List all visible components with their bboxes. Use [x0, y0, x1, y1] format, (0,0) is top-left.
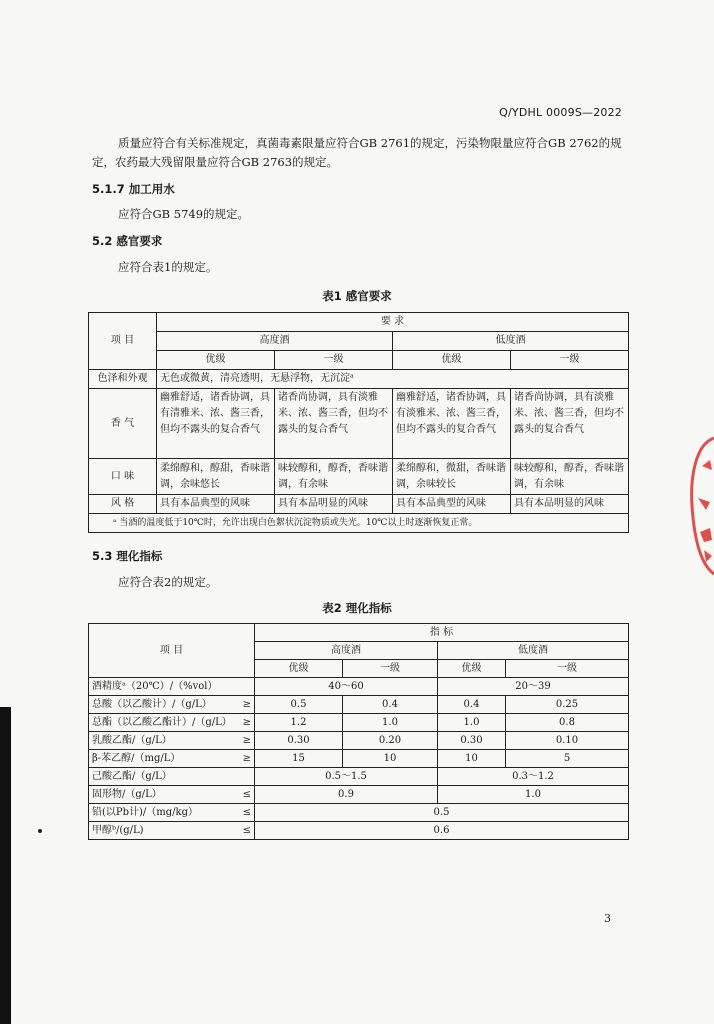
- t1-cell: 味较醇和，醇香，香味谐调，有余味: [511, 459, 629, 495]
- t2-cell: 0.5～1.5: [255, 768, 438, 786]
- t2-cell: 0.30: [438, 732, 506, 750]
- t1-cell: 味较醇和，醇香，香味谐调，有余味: [275, 459, 393, 495]
- t1-footnote: ᵃ 当酒的温度低于10℃时，允许出现白色絮状沉淀物质或失光。10℃以上时逐渐恢复正常。: [89, 514, 629, 533]
- t1-row-label: 口 味: [89, 459, 157, 495]
- section-5-1-7-text: 应符合GB 5749的规定。: [118, 207, 250, 221]
- table2-caption: 表2 理化指标: [322, 601, 392, 615]
- t2-cell: 20～39: [438, 678, 629, 696]
- scan-speck: [38, 829, 42, 833]
- t1-cell: 具有本品典型的风味: [393, 495, 511, 514]
- t2-row-label: β-苯乙醇/（mg/L） ≥: [89, 750, 255, 768]
- t1-header-high: 高度酒: [157, 332, 393, 351]
- document-code: Q/YDHL 0009S—2022: [499, 106, 622, 119]
- section-5-2-title: 5.2 感官要求: [92, 234, 163, 248]
- t2-header-yi-2: 一级: [506, 660, 629, 678]
- t2-cell: 0.4: [343, 696, 438, 714]
- t2-header-item: 项 目: [89, 624, 255, 678]
- t2-header-high: 高度酒: [255, 642, 438, 660]
- t2-row-label: 固形物/（g/L） ≤: [89, 786, 255, 804]
- t1-cell: 无色或微黄，清亮透明，无悬浮物，无沉淀ᵃ: [157, 370, 629, 389]
- scan-edge-shadow: [0, 707, 11, 1024]
- t2-row-label: 铅(以Pb计)/（mg/kg） ≤: [89, 804, 255, 822]
- t1-header-yi-2: 一级: [511, 351, 629, 370]
- t2-header-index: 指 标: [255, 624, 629, 642]
- t2-header-low: 低度酒: [438, 642, 629, 660]
- t2-header-you-2: 优级: [438, 660, 506, 678]
- t2-cell: 0.4: [438, 696, 506, 714]
- t2-cell: 10: [438, 750, 506, 768]
- t2-cell: 0.8: [506, 714, 629, 732]
- t2-cell: 0.10: [506, 732, 629, 750]
- t1-header-you-1: 优级: [157, 351, 275, 370]
- t2-row-label: 酒精度ᵃ（20℃）/（%vol）: [89, 678, 255, 696]
- t2-cell: 0.6: [255, 822, 629, 840]
- section-5-2-text: 应符合表1的规定。: [118, 260, 218, 274]
- t2-cell: 15: [255, 750, 343, 768]
- t1-cell: 柔绵醇和，微甜，香味谐调，余味较长: [393, 459, 511, 495]
- section-5-3-text: 应符合表2的规定。: [118, 575, 218, 589]
- t1-row-label: 香 气: [89, 389, 157, 459]
- t2-cell: 0.20: [343, 732, 438, 750]
- t2-header-you-1: 优级: [255, 660, 343, 678]
- t2-row-label: 己酸乙酯/（g/L）: [89, 768, 255, 786]
- t1-header-you-2: 优级: [393, 351, 511, 370]
- t2-cell: 1.0: [343, 714, 438, 732]
- t1-header-item: 项 目: [89, 313, 157, 370]
- t2-row-label: 总酯（以乙酸乙酯计）/（g/L） ≥: [89, 714, 255, 732]
- t2-cell: 0.3～1.2: [438, 768, 629, 786]
- t1-cell: 具有本品典型的风味: [157, 495, 275, 514]
- t2-cell: 1.2: [255, 714, 343, 732]
- t2-cell: 0.25: [506, 696, 629, 714]
- t2-cell: 40～60: [255, 678, 438, 696]
- t1-header-low: 低度酒: [393, 332, 629, 351]
- t1-cell: 幽雅舒适，诸香协调，具有淡雅米、浓、酱三香，但均不露头的复合香气: [393, 389, 511, 459]
- t2-cell: 10: [343, 750, 438, 768]
- t2-cell: 1.0: [438, 786, 629, 804]
- t1-row-label: 色泽和外观: [89, 370, 157, 389]
- t1-cell: 具有本品明显的风味: [511, 495, 629, 514]
- t1-header-requirement: 要 求: [157, 313, 629, 332]
- table1-caption: 表1 感官要求: [322, 289, 392, 303]
- section-5-1-7-title: 5.1.7 加工用水: [92, 182, 175, 196]
- physicochemical-table: [88, 623, 629, 840]
- section-5-3-title: 5.3 理化指标: [92, 549, 163, 563]
- t2-cell: 0.30: [255, 732, 343, 750]
- page-number: 3: [604, 912, 611, 925]
- red-seal-stamp: [688, 436, 714, 576]
- t1-cell: 幽雅舒适，诸香协调，具有清雅米、浓、酱三香，但均不露头的复合香气: [157, 389, 275, 459]
- sensory-table: [88, 312, 629, 533]
- t1-cell: 具有本品明显的风味: [275, 495, 393, 514]
- t1-cell: 诸香尚协调，具有淡雅米、浓、酱三香，但均不露头的复合香气: [275, 389, 393, 459]
- t2-header-yi-1: 一级: [343, 660, 438, 678]
- t1-cell: 柔绵醇和，醇甜，香味谐调，余味悠长: [157, 459, 275, 495]
- t2-row-label: 总酸（以乙酸计）/（g/L） ≥: [89, 696, 255, 714]
- t2-cell: 0.5: [255, 696, 343, 714]
- t2-cell: 5: [506, 750, 629, 768]
- t2-cell: 0.9: [255, 786, 438, 804]
- intro-paragraph: 质量应符合有关标准规定，真菌毒素限量应符合GB 2761的规定，污染物限量应符合GB 2762的规定，农药最大残留限量应符合GB 2763的规定。: [92, 136, 622, 169]
- t2-cell: 0.5: [255, 804, 629, 822]
- t2-row-label: 甲醇ᵇ/(g/L) ≤: [89, 822, 255, 840]
- t2-cell: 1.0: [438, 714, 506, 732]
- t1-row-label: 风 格: [89, 495, 157, 514]
- t2-row-label: 乳酸乙酯/（g/L） ≥: [89, 732, 255, 750]
- t1-cell: 诸香尚协调，具有淡雅米、浓、酱三香，但均不露头的复合香气: [511, 389, 629, 459]
- t1-header-yi-1: 一级: [275, 351, 393, 370]
